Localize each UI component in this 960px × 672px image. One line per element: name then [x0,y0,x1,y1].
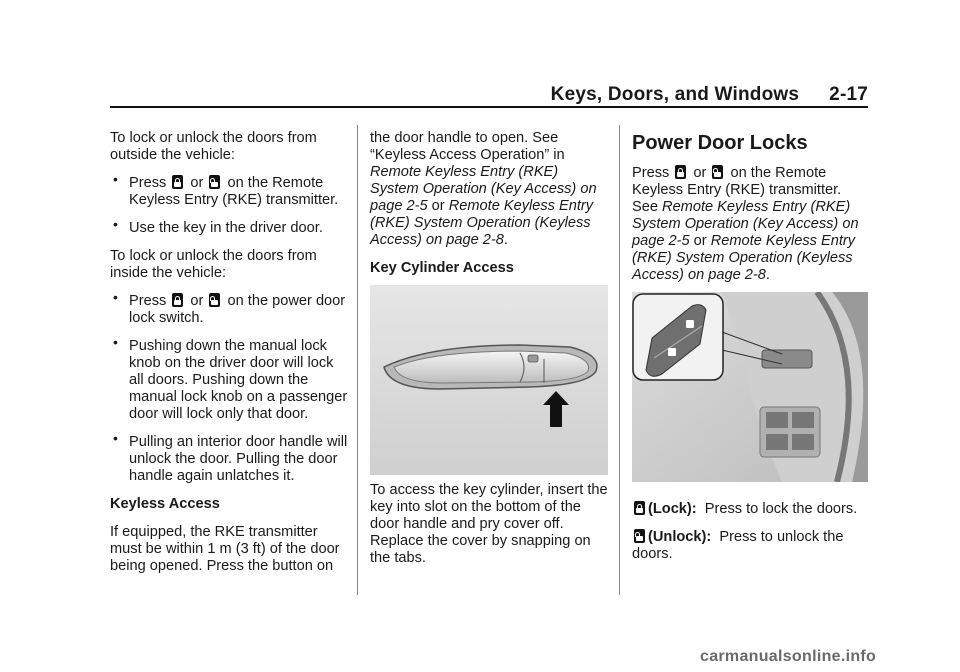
header-rule [110,106,868,108]
bullet-list [110,175,350,237]
lock-icon [172,293,183,307]
unlock-icon [209,175,220,189]
cross-reference-link[interactable]: Remote Keyless Entry (RKE) System Operation (Key Access) on page 2-5 [632,199,859,249]
power-lock-switch-illustration [632,292,868,482]
section-title: Power Door Locks [632,132,808,154]
cross-reference-link[interactable]: Remote Keyless Entry (RKE) System Operation (Key Access) on page 2-5 [370,164,597,214]
list-item: • Pulling an interior door handle will unlock the door. Pulling the door handle again unlatches it. [110,434,350,485]
paragraph: To lock or unlock the doors from outside the vehicle: [110,130,317,163]
bullet-list [110,293,350,485]
paragraph: the door handle to open. See “Keyless Access Operation” in Remote Keyless Entry (RKE) System Operation (Key Access) on page 2-5 or Remote Keyless Entry (RKE) System Operation (Keyless Access) on page 2-8. [370,130,597,248]
door-handle-illustration [370,285,608,475]
column-divider [357,125,358,595]
section-heading: Keyless Access [110,496,220,512]
watermark: carmanualsonline.info [700,648,877,665]
lock-icon [634,501,645,515]
lock-icon [675,165,686,179]
header-title: Keys, Doors, and Windows [550,84,800,105]
lock-button-legend [632,501,868,574]
paragraph: Press or on the Remote Keyless Entry (RKE) transmitter. See Remote Keyless Entry (RKE) System Operation (Key Access) on page 2-5 or Remote Keyless Entry (RKE) System Operation (Keyless Access) on page 2-8. [632,165,859,283]
column-3 [632,130,868,295]
column-1 [110,130,350,586]
list-item: • Use the key in the driver door. [110,220,350,237]
paragraph: To lock or unlock the doors from inside the vehicle: [110,248,317,281]
legend-lock: (Lock): Press to lock the doors. [632,501,868,518]
unlock-icon [634,529,645,543]
cross-reference-link[interactable]: Remote Keyless Entry (RKE) System Operation (Keyless Access) on page 2-8 [370,198,594,248]
page-number: 2-17 [829,84,868,105]
legend-unlock: (Unlock): Press to unlock the doors. [632,529,844,562]
key-cylinder-caption: To access the key cylinder, insert the key into slot on the bottom of the door handle and pry cover off. Replace the cover by snapping on the tabs. [370,482,608,566]
list-item: • Press or on the Remote Keyless Entry (RKE) transmitter. [110,175,350,209]
column-divider [619,125,620,595]
list-item: • Pushing down the manual lock knob on the driver door will lock all doors. Pushing down the manual lock knob on a passenger door will lock only that door. [110,338,350,423]
column-2 [370,130,608,288]
lock-icon [172,175,183,189]
page-header [110,84,868,106]
unlock-icon [209,293,220,307]
section-heading: Key Cylinder Access [370,260,514,276]
cross-reference-link[interactable]: Remote Keyless Entry (RKE) System Operation (Keyless Access) on page 2-8 [632,233,856,283]
list-item: • Press or on the power door lock switch. [110,293,350,327]
unlock-icon [712,165,723,179]
paragraph: If equipped, the RKE transmitter must be within 1 m (3 ft) of the door being opened. Press the button on [110,524,340,574]
